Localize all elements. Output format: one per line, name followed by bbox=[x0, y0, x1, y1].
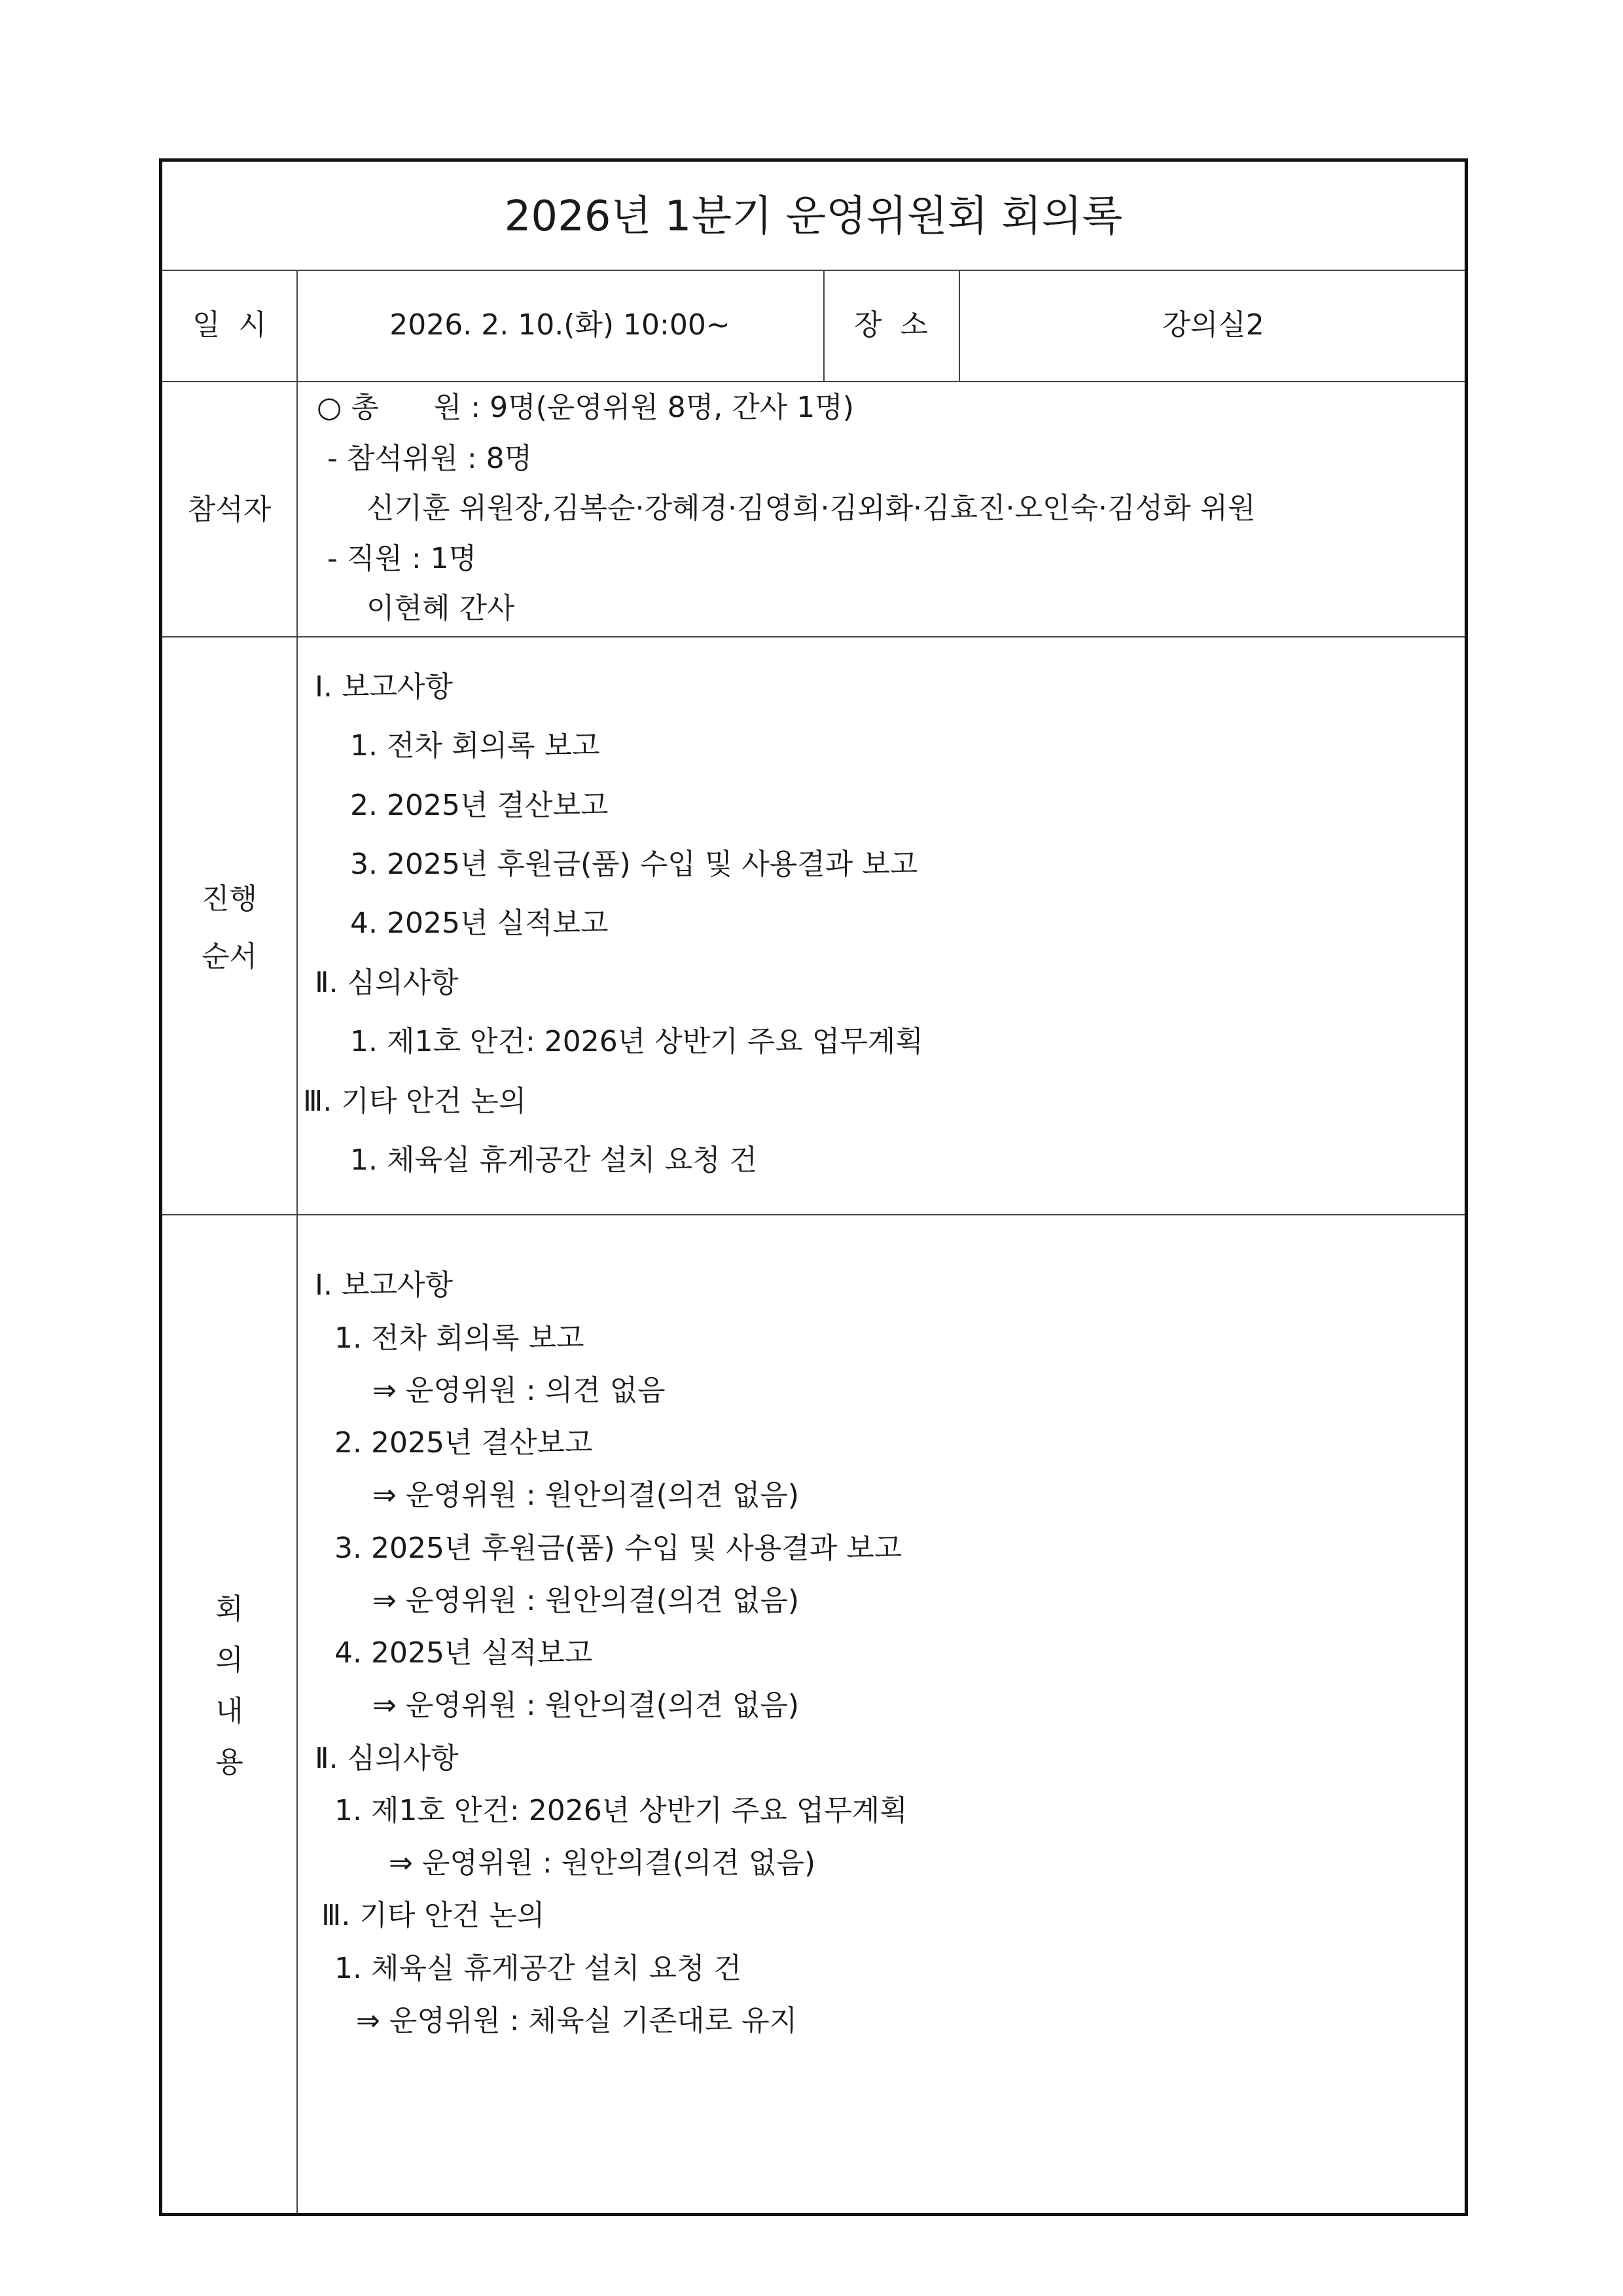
attendees-staff-count: - 직원 : 1명 bbox=[327, 542, 477, 575]
agenda-line: Ⅱ. 심의사항 bbox=[315, 966, 459, 999]
place-label: 장 소 bbox=[854, 308, 928, 342]
agenda-line: 1. 제1호 안건: 2026년 상반기 주요 업무계획 bbox=[350, 1025, 923, 1058]
agenda-line: Ⅰ. 보고사항 bbox=[315, 670, 453, 704]
attendees-label: 참석자 bbox=[187, 493, 272, 526]
date-label: 일 시 bbox=[192, 308, 266, 342]
attendees-staff-names: 이현혜 간사 bbox=[366, 592, 515, 625]
agenda-line: 1. 전차 회의록 보고 bbox=[350, 729, 600, 762]
attendees-members-count: - 참석위원 : 8명 bbox=[327, 442, 533, 475]
minutes-line: 1. 제1호 안건: 2026년 상반기 주요 업무계획 bbox=[334, 1794, 908, 1827]
agenda-line: Ⅲ. 기타 안건 논의 bbox=[303, 1085, 527, 1118]
minutes-line: Ⅱ. 심의사항 bbox=[315, 1742, 459, 1775]
minutes-line: 4. 2025년 실적보고 bbox=[334, 1636, 593, 1670]
rule-attendees bbox=[162, 636, 1465, 637]
minutes-label: 회 의 내 용 bbox=[215, 1592, 243, 1779]
date-value: 2026. 2. 10.(화) 10:00~ bbox=[389, 308, 730, 342]
minutes-line: Ⅰ. 보고사항 bbox=[315, 1268, 453, 1302]
minutes-line: ⇒ 운영위원 : 원안의결(의견 없음) bbox=[372, 1584, 800, 1617]
minutes-line: ⇒ 운영위원 : 원안의결(의견 없음) bbox=[389, 1846, 816, 1880]
minutes-line: Ⅲ. 기타 안건 논의 bbox=[321, 1899, 545, 1932]
attendees-total: ○ 총 원 : 9명(운영위원 8명, 간사 1명) bbox=[317, 391, 854, 424]
attendees-members-names: 신기훈 위원장,김복순·강혜경·김영희·김외화·김효진·오인숙·김성화 위원 bbox=[366, 492, 1256, 525]
rule-header bbox=[162, 381, 1465, 382]
minutes-line: ⇒ 운영위원 : 원안의결(의견 없음) bbox=[372, 1479, 800, 1512]
rule-agenda bbox=[162, 1214, 1465, 1215]
agenda-line: 4. 2025년 실적보고 bbox=[350, 906, 609, 940]
place-value: 강의실2 bbox=[1162, 308, 1264, 342]
minutes-line: ⇒ 운영위원 : 원안의결(의견 없음) bbox=[372, 1689, 800, 1722]
agenda-line: 2. 2025년 결산보고 bbox=[350, 789, 609, 822]
minutes-document-frame bbox=[159, 158, 1468, 2216]
minutes-line: ⇒ 운영위원 : 의견 없음 bbox=[372, 1374, 666, 1407]
agenda-line: 1. 체육실 휴게공간 설치 요청 건 bbox=[350, 1143, 757, 1177]
agenda-label: 진행 순서 bbox=[201, 882, 257, 973]
minutes-line: 1. 전차 회의록 보고 bbox=[334, 1321, 584, 1355]
agenda-line: 3. 2025년 후원금(품) 수입 및 사용결과 보고 bbox=[350, 848, 918, 881]
minutes-line: ⇒ 운영위원 : 체육실 기존대로 유지 bbox=[356, 2004, 798, 2037]
rule-label-column bbox=[296, 270, 298, 2213]
minutes-line: 1. 체육실 휴게공간 설치 요청 건 bbox=[334, 1952, 741, 1985]
rule-title bbox=[162, 270, 1465, 271]
minutes-line: 2. 2025년 결산보고 bbox=[334, 1426, 593, 1460]
document-title: 2026년 1분기 운영위원회 회의록 bbox=[504, 192, 1123, 241]
minutes-line: 3. 2025년 후원금(품) 수입 및 사용결과 보고 bbox=[334, 1532, 902, 1565]
